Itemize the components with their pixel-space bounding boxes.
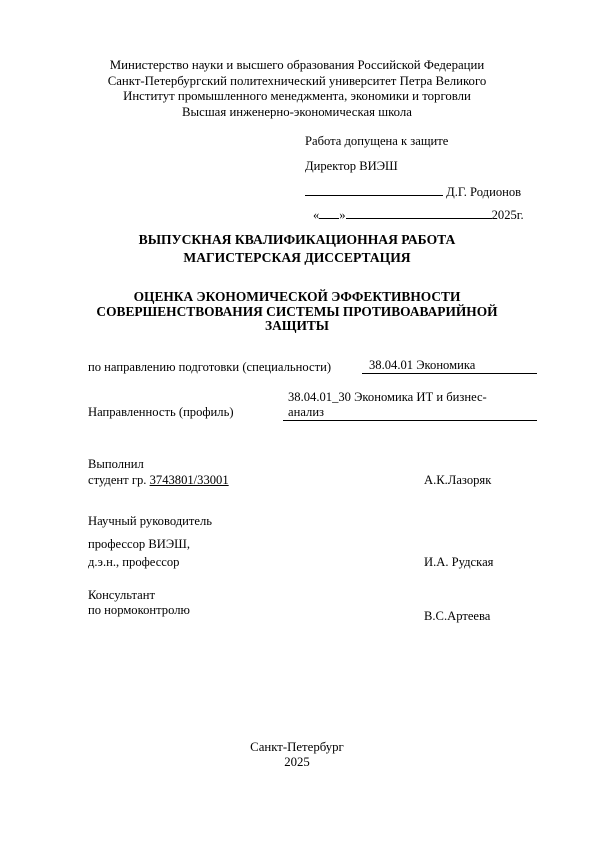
approval-position: Директор ВИЭШ (305, 159, 398, 173)
approval-signer: Д.Г. Родионов (446, 185, 522, 199)
topic-line-1: ОЦЕНКА ЭКОНОМИЧЕСКОЙ ЭФФЕКТИВНОСТИ (133, 289, 461, 304)
supervisor-position: профессор ВИЭШ, (88, 537, 190, 551)
date-close-quote: » (339, 208, 346, 222)
profile-label: Направленность (профиль) (88, 405, 234, 419)
work-subtype-line: МАГИСТЕРСКАЯ ДИССЕРТАЦИЯ (183, 250, 411, 265)
student-row (88, 473, 229, 489)
date-year: 2025г. (491, 208, 524, 222)
topic-line-3: ЗАЩИТЫ (265, 318, 329, 333)
institute-line: Институт промышленного менеджмента, экономики и торговли (123, 89, 471, 103)
profile-value-line-1: 38.04.01_30 Экономика ИТ и бизнес- (288, 390, 487, 404)
work-title (0, 231, 594, 267)
student-label: студент гр. (88, 473, 147, 487)
supervisor-degree: д.э.н., профессор (88, 555, 180, 569)
school-line: Высшая инженерно-экономическая школа (182, 104, 412, 119)
date-open-quote: « (313, 208, 320, 222)
student-group: 3743801/33001 (149, 473, 229, 487)
approval-signature-row (305, 184, 521, 201)
ministry-line: Министерство науки и высшего образования Российской Федерации (109, 58, 485, 72)
direction-label: по направлению подготовки (специальности) (88, 360, 332, 374)
approval-date-row (313, 207, 524, 224)
supervisor-label: Научный руководитель (88, 514, 213, 528)
work-type-line: ВЫПУСКНАЯ КВАЛИФИКАЦИОННАЯ РАБОТА (138, 232, 456, 247)
student-name: А.К.Лазоряк (424, 473, 492, 487)
profile-underline (283, 420, 537, 421)
direction-underline (362, 373, 537, 374)
approval-admitted: Работа допущена к защите (305, 134, 449, 148)
footer-city: Санкт-Петербург (250, 740, 344, 754)
thesis-topic (0, 290, 594, 334)
date-month-line (346, 207, 492, 219)
consultant-name: В.С.Артеева (424, 609, 491, 623)
topic-line-2: СОВЕРШЕНСТВОВАНИЯ СИСТЕМЫ ПРОТИВОАВАРИЙНОЙ (96, 303, 498, 319)
direction-value: 38.04.01 Экономика (369, 358, 476, 372)
footer (0, 740, 594, 770)
supervisor-name: И.А. Рудская (424, 555, 494, 569)
signature-line (305, 184, 443, 196)
performed-label: Выполнил (88, 457, 144, 471)
profile-value-line-2: анализ (288, 405, 325, 419)
footer-year: 2025 (284, 755, 310, 769)
institution-header (0, 58, 594, 120)
consultant-label: Консультант (88, 588, 156, 602)
date-day-line (319, 207, 339, 219)
university-line: Санкт-Петербургский политехнический университет Петра Великого (107, 73, 487, 88)
consultant-area: по нормоконтролю (88, 603, 190, 617)
